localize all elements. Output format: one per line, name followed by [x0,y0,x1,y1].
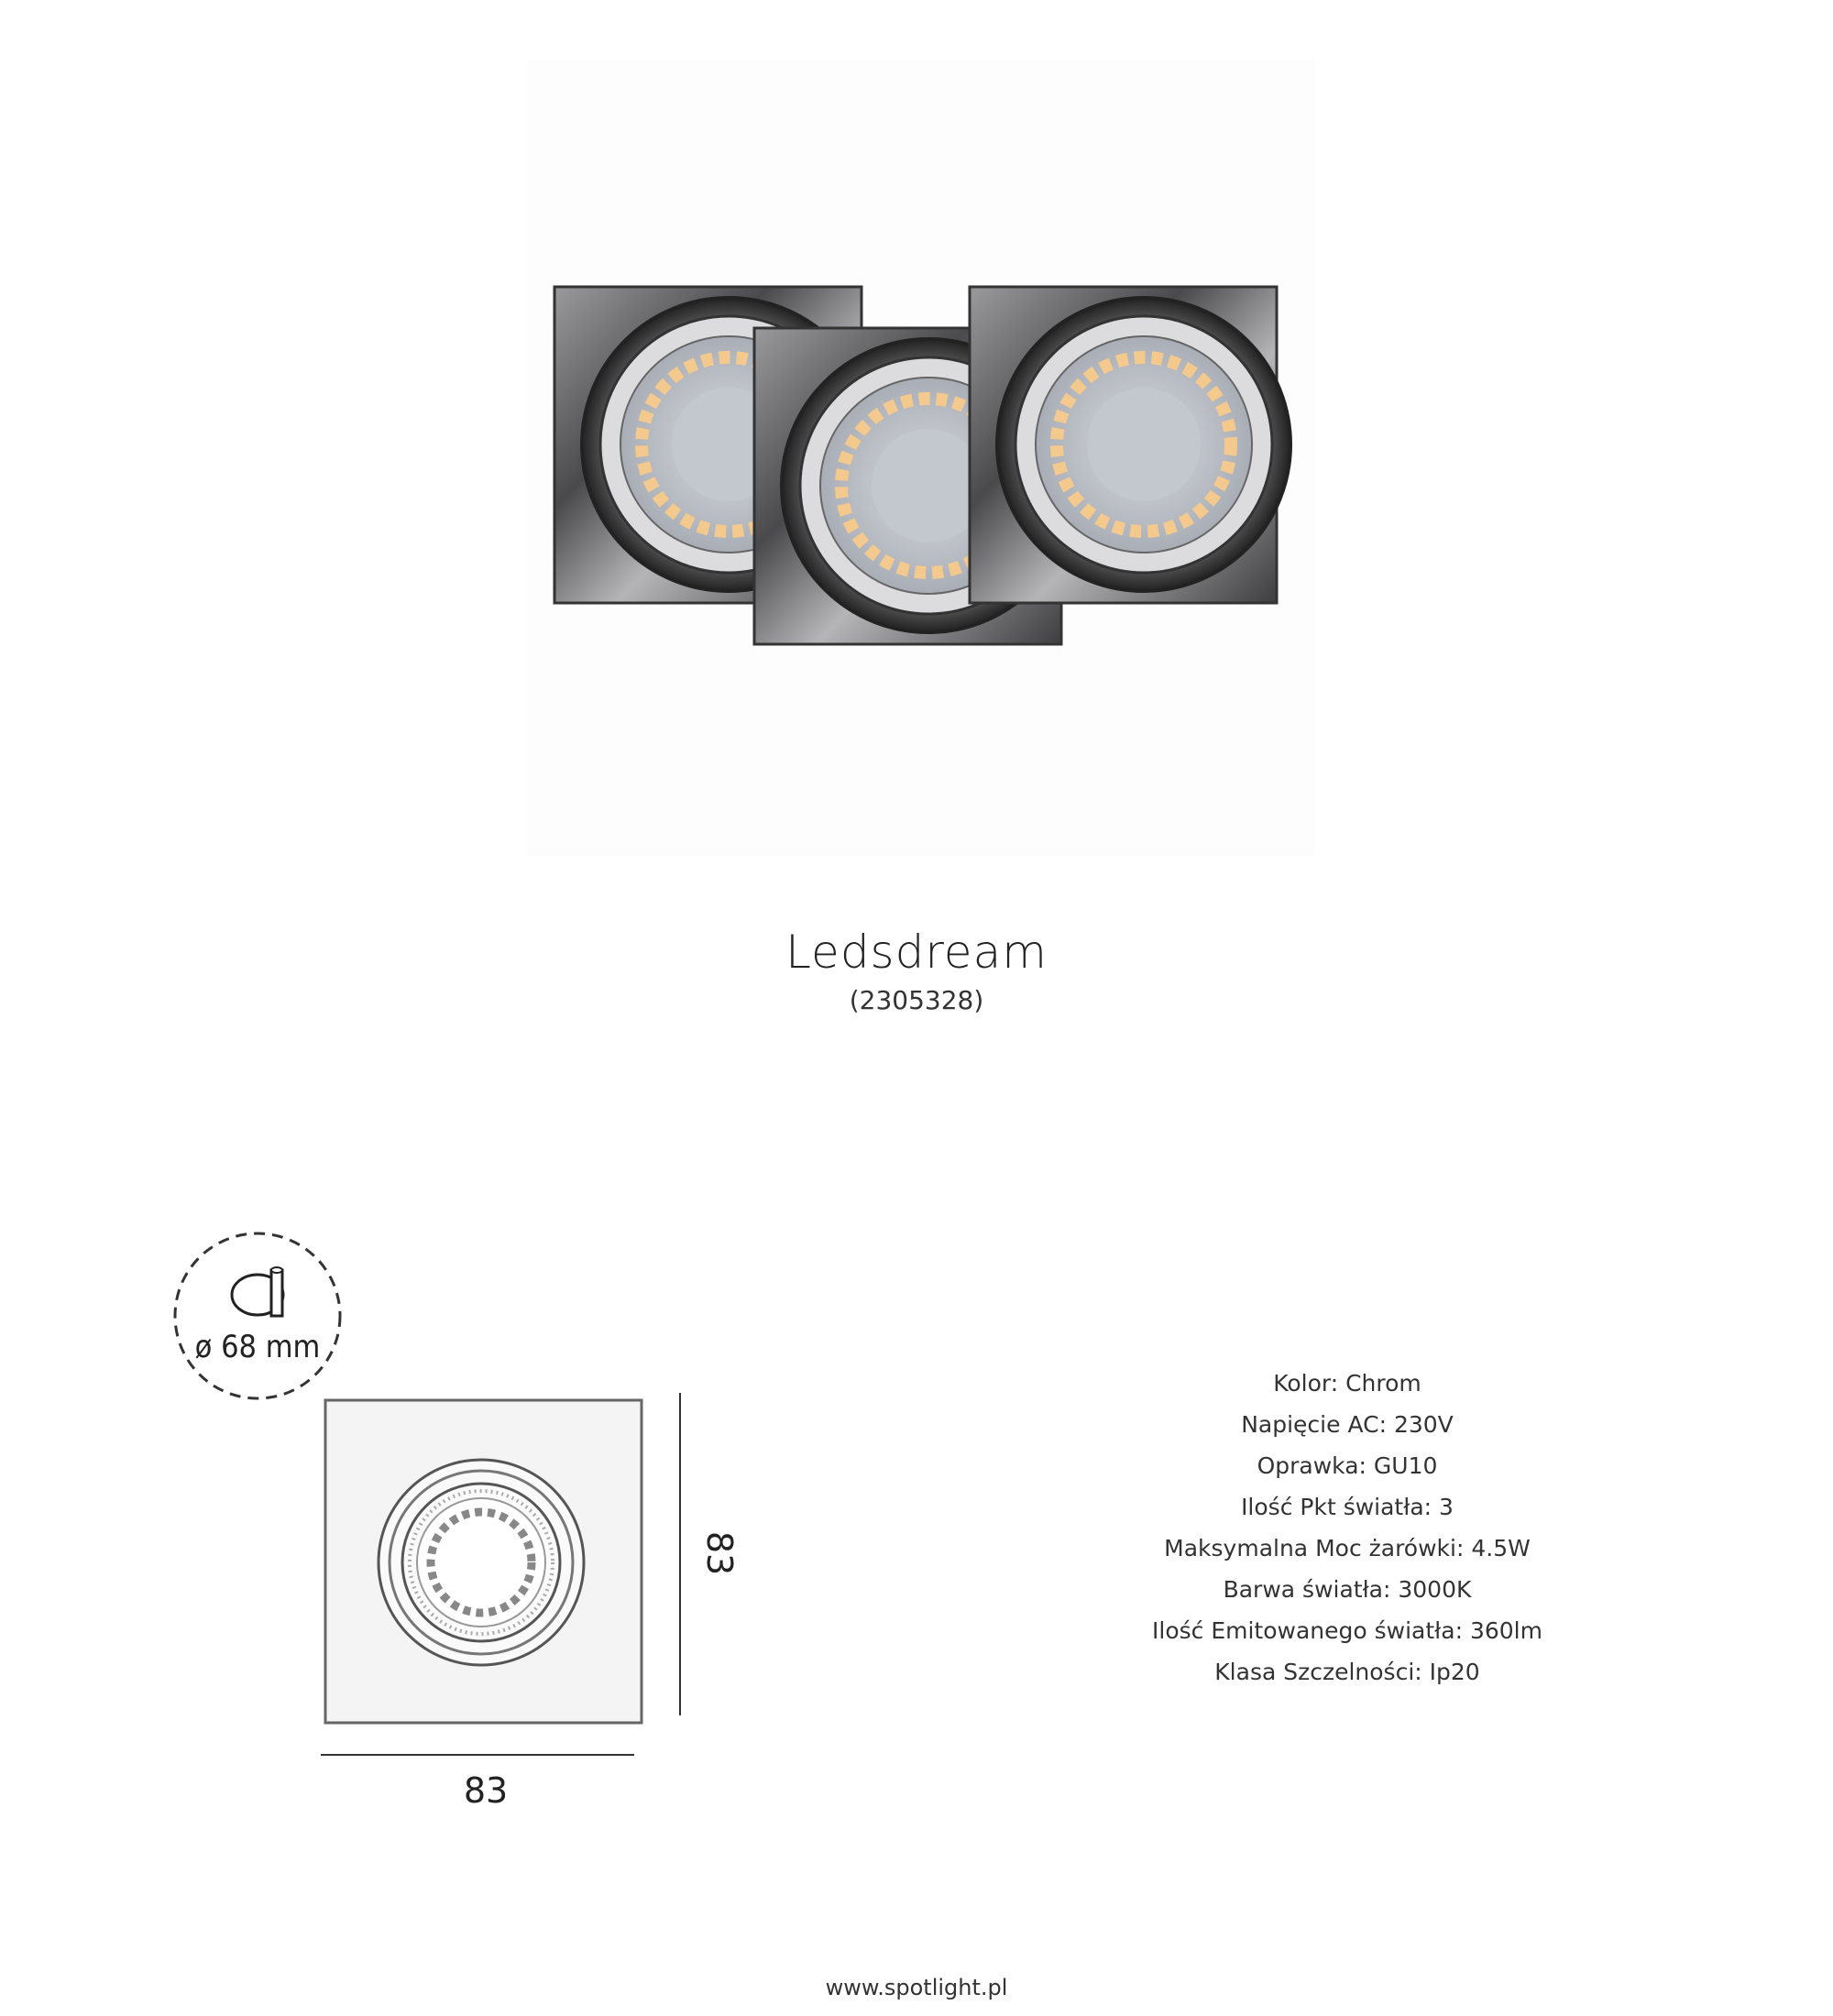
spec-ip-rating: Klasa Szczelności: Ip20 [1214,1659,1480,1685]
product-photo [527,60,1315,857]
spec-color-temperature: Barwa światła: 3000K [1223,1576,1472,1603]
height-dimension-label: 83 [699,1530,740,1576]
product-code: (2305328) [849,985,984,1015]
cutout-icon [172,1231,343,1401]
spec-socket: Oprawka: GU10 [1257,1452,1438,1479]
spec-max-power: Maksymalna Moc żarówki: 4.5W [1164,1535,1531,1561]
spec-color: Kolor: Chrom [1273,1370,1421,1397]
width-dimension-label: 83 [463,1770,509,1811]
product-title: Ledsdream [785,926,1048,979]
technical-drawing [321,1393,733,1814]
spec-list [1054,1363,1641,1693]
spec-voltage: Napięcie AC: 230V [1241,1411,1454,1438]
cutout-diameter-label: ø 68 mm [194,1329,321,1365]
spec-light-points: Ilość Pkt światła: 3 [1241,1494,1454,1520]
spec-luminous-flux: Ilość Emitowanego światła: 360lm [1152,1617,1542,1644]
footer-website: www.spotlight.pl [825,1975,1008,2000]
